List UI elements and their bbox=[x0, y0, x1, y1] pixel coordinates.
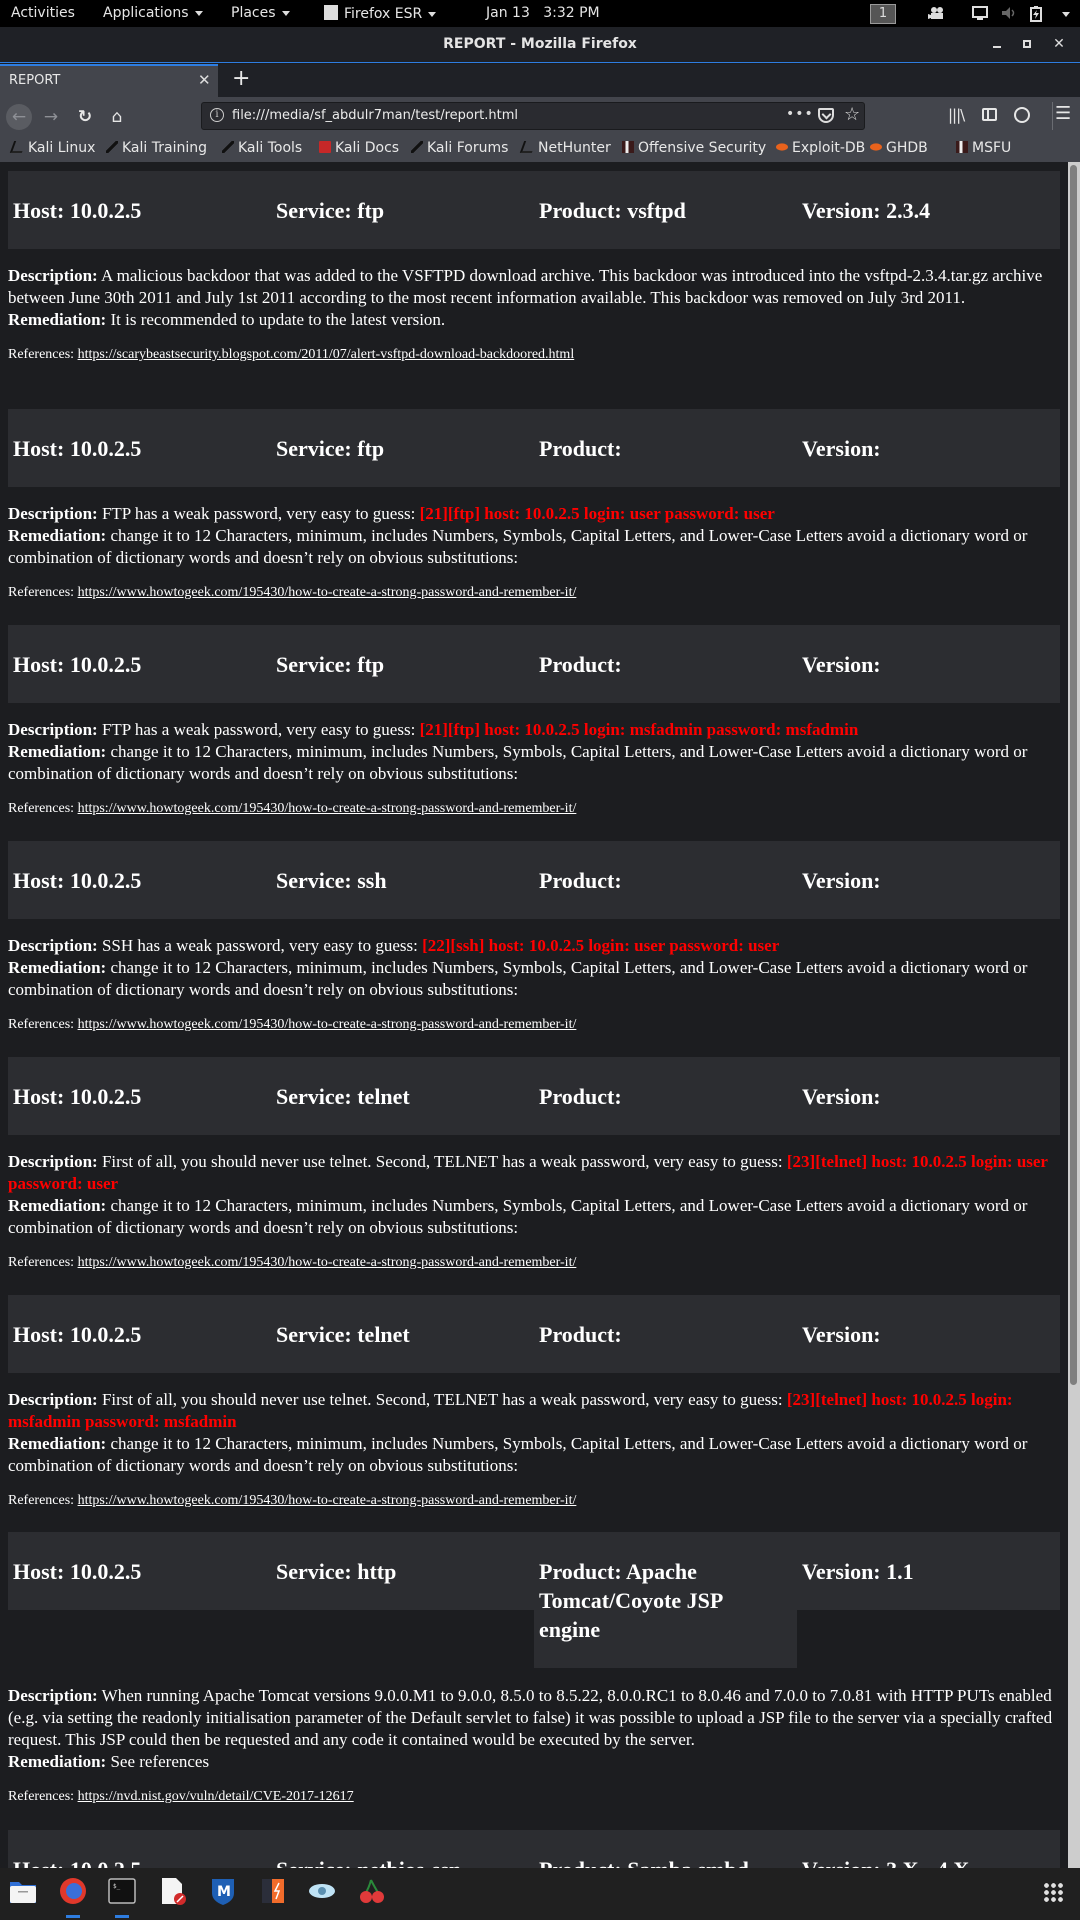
references-label: References: bbox=[8, 1789, 75, 1804]
host: Host: 10.0.2.5 bbox=[13, 1559, 142, 1584]
bookmark-star-icon[interactable]: ☆ bbox=[844, 104, 861, 125]
home-button[interactable] bbox=[104, 104, 130, 130]
product: Product: bbox=[539, 436, 622, 461]
reference-link[interactable]: https://www.howtogeek.com/195430/how-to-create-a-strong-password-and-remember-it/ bbox=[77, 1493, 577, 1508]
remediation-text: It is recommended to update to the latest version. bbox=[110, 310, 446, 329]
host: Host: 10.0.2.5 bbox=[13, 1322, 142, 1347]
remediation-text: See references bbox=[110, 1752, 210, 1771]
clock-date: Jan 13 bbox=[486, 5, 530, 21]
chevron-down-icon bbox=[428, 12, 436, 17]
finding-references bbox=[8, 347, 1060, 363]
bookmark-label: NetHunter bbox=[538, 140, 611, 156]
host: Host: 10.0.2.5 bbox=[13, 198, 142, 223]
firefox-icon[interactable] bbox=[58, 1876, 88, 1906]
remediation-label: Remediation: bbox=[8, 310, 107, 329]
bookmark-label: Offensive Security bbox=[638, 140, 767, 156]
references-label: References: bbox=[8, 1493, 75, 1508]
remediation-label: Remediation: bbox=[8, 742, 107, 761]
places-menu[interactable] bbox=[231, 5, 290, 21]
bookmark-kali-forums[interactable] bbox=[411, 140, 508, 156]
kali-dragon-icon bbox=[520, 141, 536, 153]
product: Product: vsftpd bbox=[539, 198, 686, 223]
finding-header bbox=[8, 1057, 1060, 1135]
finding-card bbox=[8, 841, 1060, 1033]
description-label: Description: bbox=[8, 266, 98, 285]
finding-header bbox=[8, 1295, 1060, 1373]
reference-link[interactable]: https://www.howtogeek.com/195430/how-to-create-a-strong-password-and-remember-it/ bbox=[77, 1017, 577, 1032]
reference-link[interactable]: https://www.howtogeek.com/195430/how-to-create-a-strong-password-and-remember-it/ bbox=[77, 585, 577, 600]
finding-description bbox=[8, 935, 1060, 957]
description-text: A malicious backdoor that was added to the VSFTPD download archive. This backdoor was introduced into the vsftpd-2.3.4.tar.gz archive between June 30th 2011 and July 1st 2011 according to the most recent information available. This backdoor was removed on July 3rd 2011. bbox=[8, 266, 1043, 307]
description-text: First of all, you should never use telnet. Second, TELNET has a weak password, very easy to guess: bbox=[101, 1390, 787, 1409]
bookmarks-toolbar bbox=[0, 135, 1080, 162]
finding-card bbox=[8, 171, 1060, 363]
service: Service: ftp bbox=[276, 436, 385, 461]
finding-description bbox=[8, 503, 1060, 525]
arrow-right-icon: → bbox=[43, 107, 59, 127]
gnome-top-bar bbox=[0, 0, 1080, 27]
window-title-bar[interactable] bbox=[0, 27, 1080, 63]
host: Host: 10.0.2.5 bbox=[13, 868, 142, 893]
service: Service: ssh bbox=[276, 868, 387, 893]
references-label: References: bbox=[8, 1017, 75, 1032]
finding-card bbox=[8, 409, 1060, 601]
chevron-down-icon bbox=[282, 11, 290, 16]
kali-knife-icon bbox=[106, 141, 118, 153]
finding-references bbox=[8, 1017, 1060, 1033]
url-text[interactable]: file:///media/sf_abdulr7man/test/report.html bbox=[232, 108, 519, 123]
navigation-toolbar bbox=[0, 97, 1080, 135]
window-title: REPORT - Mozilla Firefox bbox=[443, 36, 637, 52]
pocket-icon[interactable] bbox=[818, 108, 834, 123]
page-actions-icon[interactable]: ••• bbox=[786, 106, 814, 122]
video-camera-icon[interactable] bbox=[928, 6, 942, 20]
metasploit-icon[interactable] bbox=[208, 1876, 238, 1906]
cherrytree-icon[interactable] bbox=[357, 1876, 387, 1906]
reference-link[interactable]: https://www.howtogeek.com/195430/how-to-create-a-strong-password-and-remember-it/ bbox=[77, 1255, 577, 1270]
references-label: References: bbox=[8, 347, 75, 362]
version: Version: bbox=[802, 652, 881, 677]
url-bar[interactable] bbox=[201, 102, 865, 130]
finding-header bbox=[8, 625, 1060, 703]
minimize-icon bbox=[993, 46, 1001, 48]
bookmark-label: Exploit-DB bbox=[792, 140, 866, 156]
reference-link[interactable]: https://nvd.nist.gov/vuln/detail/CVE-2017-12617 bbox=[77, 1789, 354, 1804]
reference-link[interactable]: https://www.howtogeek.com/195430/how-to-create-a-strong-password-and-remember-it/ bbox=[77, 801, 577, 816]
bookmark-label: Kali Tools bbox=[238, 140, 303, 156]
description-text: FTP has a weak password, very easy to guess: bbox=[101, 504, 420, 523]
service: Service: ftp bbox=[276, 652, 385, 677]
finding-references bbox=[8, 585, 1060, 601]
version: Version: 2.3.4 bbox=[802, 198, 931, 223]
references-label: References: bbox=[8, 1255, 75, 1270]
bookmark-msfu[interactable] bbox=[956, 140, 1011, 156]
bookmark-label: MSFU bbox=[972, 140, 1012, 156]
finding-remediation bbox=[8, 741, 1060, 785]
description-text: FTP has a weak password, very easy to guess: bbox=[101, 720, 420, 739]
version: Version: 1.1 bbox=[802, 1559, 914, 1584]
service: Service: ftp bbox=[276, 198, 385, 223]
tab-label: REPORT bbox=[9, 73, 61, 88]
clock[interactable] bbox=[486, 5, 600, 21]
tab-report[interactable] bbox=[0, 64, 218, 97]
app-menu-label: Firefox ESR bbox=[344, 6, 423, 22]
version: Version: bbox=[802, 1084, 881, 1109]
bookmark-label: Kali Forums bbox=[427, 140, 509, 156]
cracked-credentials: [23][telnet] host: 10.0.2.5 login: msfadmin password: msfadmin bbox=[8, 1390, 1013, 1431]
home-icon: ⌂ bbox=[111, 107, 123, 127]
product: Product: bbox=[539, 1084, 622, 1109]
hamburger-menu-icon[interactable]: ☰ bbox=[1055, 103, 1072, 124]
finding-description bbox=[8, 719, 1060, 741]
finding-remediation bbox=[8, 525, 1060, 569]
remediation-text: change it to 12 Characters, minimum, includes Numbers, Symbols, Capital Letters, and Lower-Case Letters avoid a dictionary word or combination of dictionary words and doesn’t rely on obvious substitutions: bbox=[8, 958, 1028, 999]
text-editor-icon[interactable] bbox=[158, 1876, 188, 1906]
svg-text:M: M bbox=[217, 1884, 231, 1900]
close-window-button[interactable] bbox=[1050, 35, 1068, 53]
remediation-text: change it to 12 Characters, minimum, includes Numbers, Symbols, Capital Letters, and Lower-Case Letters avoid a dictionary word or combination of dictionary words and doesn’t rely on obvious substitutions: bbox=[8, 1434, 1028, 1475]
remediation-text: change it to 12 Characters, minimum, includes Numbers, Symbols, Capital Letters, and Lower-Case Letters avoid a dictionary word or combination of dictionary words and doesn’t rely on obvious substitutions: bbox=[8, 1196, 1028, 1237]
minimize-button[interactable] bbox=[988, 35, 1006, 53]
toolbar-separator bbox=[1052, 102, 1053, 130]
vertical-scrollbar[interactable] bbox=[1068, 162, 1080, 1868]
service: Service: telnet bbox=[276, 1322, 410, 1347]
svg-text:$_: $_ bbox=[113, 1883, 121, 1890]
finding-references bbox=[8, 1493, 1060, 1509]
finding-description bbox=[8, 265, 1060, 309]
finding-remediation bbox=[8, 1433, 1060, 1477]
new-tab-button[interactable] bbox=[232, 66, 250, 91]
maximize-icon bbox=[1023, 40, 1031, 48]
back-button[interactable] bbox=[6, 104, 32, 130]
cracked-credentials: [23][telnet] host: 10.0.2.5 login: user password: user bbox=[8, 1152, 1048, 1193]
bookmark-label: Kali Training bbox=[122, 140, 207, 156]
version: Version: bbox=[802, 436, 881, 461]
clock-time: 3:32 PM bbox=[543, 5, 600, 21]
finding-references bbox=[8, 1789, 1060, 1805]
service: Service: http bbox=[276, 1559, 397, 1584]
battery-icon[interactable] bbox=[1030, 6, 1044, 20]
offsec-icon bbox=[956, 141, 968, 153]
activities-button[interactable]: Activities bbox=[11, 5, 75, 21]
bookmark-kali-training[interactable] bbox=[106, 140, 207, 156]
product: Product: bbox=[539, 868, 622, 893]
dock bbox=[0, 1868, 1080, 1920]
finding-header bbox=[8, 841, 1060, 919]
product: Product: bbox=[539, 1322, 622, 1347]
bookmark-ghdb[interactable] bbox=[870, 140, 928, 156]
references-label: References: bbox=[8, 585, 75, 600]
description-label: Description: bbox=[8, 1686, 98, 1705]
show-applications-icon[interactable] bbox=[1043, 1882, 1063, 1902]
account-icon[interactable] bbox=[1014, 107, 1030, 123]
plus-icon: + bbox=[232, 66, 251, 91]
close-icon: ✕ bbox=[1053, 36, 1065, 52]
exploit-db-bug-icon bbox=[870, 143, 882, 150]
tab-strip bbox=[0, 64, 1080, 97]
remediation-text: change it to 12 Characters, minimum, includes Numbers, Symbols, Capital Letters, and Lower-Case Letters avoid a dictionary word or combination of dictionary words and doesn’t rely on obvious substitutions: bbox=[8, 742, 1028, 783]
running-indicator bbox=[66, 1915, 80, 1918]
applications-menu[interactable] bbox=[103, 5, 203, 21]
remediation-label: Remediation: bbox=[8, 1196, 107, 1215]
reference-link[interactable]: https://scarybeastsecurity.blogspot.com/2011/07/alert-vsftpd-download-backdoored.html bbox=[77, 347, 575, 362]
finding-remediation bbox=[8, 309, 1060, 331]
running-indicator bbox=[115, 1915, 129, 1918]
kali-docs-icon bbox=[319, 141, 331, 153]
description-label: Description: bbox=[8, 720, 98, 739]
system-menu-chevron-icon[interactable] bbox=[1062, 12, 1070, 17]
forward-button[interactable] bbox=[38, 104, 64, 130]
maximize-button[interactable] bbox=[1018, 35, 1036, 53]
scrollbar-thumb[interactable] bbox=[1070, 165, 1077, 1385]
reload-button[interactable] bbox=[72, 104, 98, 130]
chevron-down-icon bbox=[195, 11, 203, 16]
places-label: Places bbox=[231, 5, 276, 21]
burpsuite-icon[interactable] bbox=[258, 1876, 288, 1906]
product: Product: bbox=[539, 652, 622, 677]
remediation-label: Remediation: bbox=[8, 526, 107, 545]
kali-knife-icon bbox=[411, 141, 423, 153]
description-label: Description: bbox=[8, 504, 98, 523]
remediation-label: Remediation: bbox=[8, 958, 107, 977]
library-icon[interactable]: |||\ bbox=[948, 106, 965, 124]
remediation-text: change it to 12 Characters, minimum, includes Numbers, Symbols, Capital Letters, and Lower-Case Letters avoid a dictionary word or combination of dictionary words and doesn’t rely on obvious substitutions: bbox=[8, 526, 1028, 567]
host: Host: 10.0.2.5 bbox=[13, 436, 142, 461]
finding-description bbox=[8, 1151, 1060, 1195]
volume-icon[interactable] bbox=[1001, 6, 1015, 20]
close-tab-icon[interactable]: ✕ bbox=[198, 71, 211, 89]
references-label: References: bbox=[8, 801, 75, 816]
finding-remediation bbox=[8, 1751, 1060, 1773]
site-info-icon[interactable]: i bbox=[210, 108, 224, 122]
description-label: Description: bbox=[8, 1390, 98, 1409]
finding-card bbox=[8, 1295, 1060, 1509]
sidebar-icon[interactable] bbox=[982, 108, 997, 121]
service: Service: telnet bbox=[276, 1084, 410, 1109]
bookmark-exploit-db[interactable] bbox=[776, 140, 865, 156]
display-icon[interactable] bbox=[972, 6, 986, 20]
exploit-db-bug-icon bbox=[776, 143, 788, 150]
version: Version: bbox=[802, 1322, 881, 1347]
offsec-icon bbox=[622, 141, 634, 153]
kali-knife-icon bbox=[222, 141, 234, 153]
finding-remediation bbox=[8, 1195, 1060, 1239]
finding-card bbox=[8, 1057, 1060, 1271]
workspace-indicator[interactable]: 1 bbox=[870, 4, 896, 24]
finding-references bbox=[8, 801, 1060, 817]
host: Host: 10.0.2.5 bbox=[13, 1084, 142, 1109]
finding-description bbox=[8, 1685, 1060, 1751]
description-text: When running Apache Tomcat versions 9.0.0.M1 to 9.0.0, 8.5.0 to 8.5.22, 8.0.0.RC1 to 8.0.46 and 7.0.0 to 7.0.81 with HTTP PUTs enabled (e.g. via setting the readonly initialisation parameter of the Default servlet to false) it was possible to upload a JSP file to the server via a specially crafted request. This JSP could then be requested and any code it contained would be executed by the server. bbox=[8, 1686, 1053, 1749]
report-page bbox=[0, 162, 1068, 1868]
finding-header bbox=[8, 171, 1060, 249]
finding-description bbox=[8, 1389, 1060, 1433]
app-menu[interactable] bbox=[324, 5, 436, 22]
files-icon[interactable] bbox=[8, 1876, 38, 1906]
bookmark-label: Kali Linux bbox=[28, 140, 96, 156]
firefox-app-icon bbox=[324, 5, 338, 20]
bookmark-offensive-security[interactable] bbox=[622, 140, 766, 156]
product: Product: Apache Tomcat/Coyote JSP engine bbox=[534, 1532, 797, 1668]
cracked-credentials: [22][ssh] host: 10.0.2.5 login: user password: user bbox=[422, 936, 780, 955]
finding-references bbox=[8, 1255, 1060, 1271]
version: Version: bbox=[802, 868, 881, 893]
host: Host: 10.0.2.5 bbox=[13, 652, 142, 677]
finding-header bbox=[8, 409, 1060, 487]
bookmark-kali-docs[interactable] bbox=[319, 140, 399, 156]
reload-icon: ↻ bbox=[77, 107, 93, 127]
remediation-label: Remediation: bbox=[8, 1752, 107, 1771]
remediation-label: Remediation: bbox=[8, 1434, 107, 1453]
bookmark-kali-linux[interactable] bbox=[12, 140, 95, 156]
kali-dragon-icon bbox=[10, 141, 26, 153]
terminal-icon[interactable] bbox=[107, 1876, 137, 1906]
description-label: Description: bbox=[8, 936, 98, 955]
finding-card bbox=[8, 625, 1060, 817]
arrow-left-icon: ← bbox=[11, 107, 27, 127]
bookmark-label: GHDB bbox=[886, 140, 928, 156]
finding-remediation bbox=[8, 957, 1060, 1001]
bookmark-kali-tools[interactable] bbox=[222, 140, 302, 156]
description-label: Description: bbox=[8, 1152, 98, 1171]
finding-card bbox=[8, 1532, 1060, 1805]
bookmark-label: Kali Docs bbox=[335, 140, 400, 156]
cracked-credentials: [21][ftp] host: 10.0.2.5 login: user password: user bbox=[419, 504, 775, 523]
cracked-credentials: [21][ftp] host: 10.0.2.5 login: msfadmin password: msfadmin bbox=[419, 720, 859, 739]
description-text: SSH has a weak password, very easy to guess: bbox=[101, 936, 423, 955]
bookmark-nethunter[interactable] bbox=[522, 140, 611, 156]
description-text: First of all, you should never use telnet. Second, TELNET has a weak password, very easy to guess: bbox=[101, 1152, 787, 1171]
zenmap-icon[interactable] bbox=[307, 1876, 337, 1906]
applications-label: Applications bbox=[103, 5, 189, 21]
finding-header bbox=[8, 1532, 1060, 1642]
